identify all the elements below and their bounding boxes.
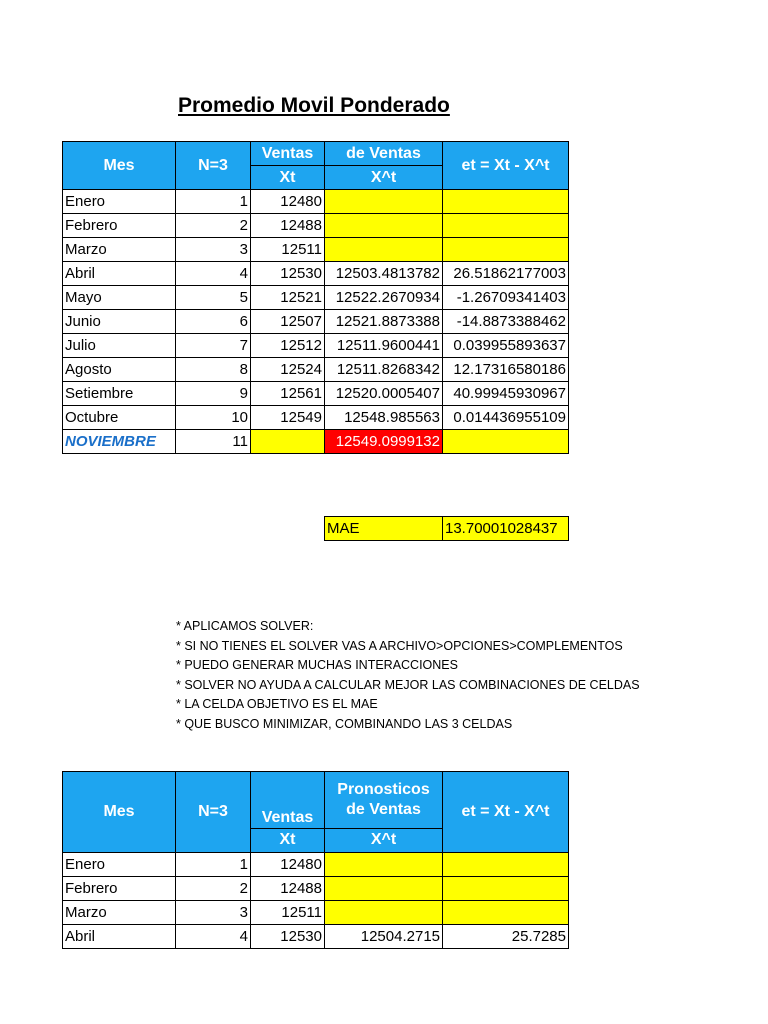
table-row [63,358,569,382]
cell-mes[interactable]: Mayo [63,286,176,310]
table-row-forecast [63,430,569,454]
cell-error[interactable] [443,214,569,238]
cell-error[interactable]: 12.17316580186 [443,358,569,382]
header-error[interactable]: et = Xt - X^t [443,772,569,853]
cell-mes[interactable]: Enero [63,190,176,214]
cell-xhat[interactable]: 12520.0005407 [325,382,443,406]
cell-error[interactable]: 25.7285 [443,925,569,949]
note-line: * PUEDO GENERAR MUCHAS INTERACCIONES [176,658,458,672]
cell-mes[interactable]: Enero [63,853,176,877]
cell-xt[interactable]: 12480 [251,853,325,877]
sheet-title: Promedio Movil Ponderado [178,94,450,117]
cell-xhat[interactable] [325,238,443,262]
note-line: * LA CELDA OBJETIVO ES EL MAE [176,697,378,711]
header-mes[interactable]: Mes [63,772,176,853]
cell-n[interactable]: 10 [176,406,251,430]
cell-mes[interactable]: Julio [63,334,176,358]
cell-xt[interactable]: 12549 [251,406,325,430]
cell-mes[interactable]: Marzo [63,238,176,262]
mae-value[interactable]: 13.70001028437 [443,517,569,541]
table-row [63,925,569,949]
solver-forecast-table [62,771,569,949]
header-xhat[interactable]: X^t [325,166,443,190]
header-xt[interactable]: Xt [251,166,325,190]
cell-xhat[interactable] [325,853,443,877]
note-line: * SOLVER NO AYUDA A CALCULAR MEJOR LAS COMBINACIONES DE CELDAS [176,677,640,692]
table-row [63,877,569,901]
cell-xhat[interactable]: 12522.2670934 [325,286,443,310]
cell-xt[interactable]: 12507 [251,310,325,334]
mae-table [324,516,569,541]
cell-error[interactable] [443,877,569,901]
cell-xhat[interactable]: 12511.9600441 [325,334,443,358]
cell-mes[interactable]: Octubre [63,406,176,430]
cell-n[interactable]: 1 [176,853,251,877]
weighted-moving-average-table [62,141,569,454]
cell-mes[interactable]: Febrero [63,877,176,901]
header-pronostico[interactable]: de Ventas [325,142,443,166]
table-row [63,238,569,262]
cell-xt[interactable]: 12488 [251,214,325,238]
cell-xhat[interactable] [325,190,443,214]
cell-xhat[interactable]: 12511.8268342 [325,358,443,382]
table-row [63,286,569,310]
header-mes[interactable]: Mes [63,142,176,190]
table-row [63,190,569,214]
cell-mes[interactable]: Marzo [63,901,176,925]
header-pronostico-line1: Pronosticos [337,780,430,798]
cell-error[interactable] [443,190,569,214]
table-row [63,382,569,406]
cell-n[interactable]: 2 [176,214,251,238]
cell-n[interactable]: 11 [176,430,251,454]
cell-n[interactable]: 4 [176,925,251,949]
header-pronostico-line2: de Ventas [346,800,421,818]
cell-xt[interactable]: 12524 [251,358,325,382]
cell-mes[interactable]: Abril [63,262,176,286]
cell-mes[interactable]: Abril [63,925,176,949]
cell-error[interactable] [443,901,569,925]
cell-xt[interactable] [251,430,325,454]
cell-xhat[interactable]: 12548.985563 [325,406,443,430]
cell-error[interactable] [443,430,569,454]
cell-xt[interactable]: 12561 [251,382,325,406]
table-row [63,214,569,238]
cell-xhat[interactable] [325,901,443,925]
cell-xt[interactable]: 12530 [251,262,325,286]
cell-n[interactable]: 7 [176,334,251,358]
table-row [63,406,569,430]
cell-xhat[interactable]: 12503.4813782 [325,262,443,286]
cell-error[interactable] [443,853,569,877]
note-line: * SI NO TIENES EL SOLVER VAS A ARCHIVO>OPCIONES>COMPLEMENTOS [176,638,623,653]
cell-xt[interactable]: 12511 [251,901,325,925]
cell-xhat-forecast[interactable]: 12549.0999132 [325,430,443,454]
cell-n[interactable]: 8 [176,358,251,382]
cell-xt[interactable]: 12480 [251,190,325,214]
mae-label[interactable]: MAE [325,517,443,541]
table-row [63,853,569,877]
cell-mes[interactable]: Setiembre [63,382,176,406]
header-n[interactable]: N=3 [176,142,251,190]
cell-n[interactable]: 2 [176,877,251,901]
cell-xt[interactable]: 12530 [251,925,325,949]
cell-error[interactable]: 0.039955893637 [443,334,569,358]
header-pronostico[interactable] [325,772,443,829]
solver-notes [176,617,640,734]
cell-error[interactable]: -14.8873388462 [443,310,569,334]
header-xhat[interactable]: X^t [325,828,443,852]
header-n[interactable]: N=3 [176,772,251,853]
cell-mes[interactable]: Agosto [63,358,176,382]
table-row [63,901,569,925]
note-line: * QUE BUSCO MINIMIZAR, COMBINANDO LAS 3 CELDAS [176,716,513,731]
cell-xt[interactable]: 12488 [251,877,325,901]
cell-xt[interactable]: 12511 [251,238,325,262]
cell-error[interactable] [443,238,569,262]
table-row [63,310,569,334]
cell-xhat[interactable]: 12504.2715 [325,925,443,949]
cell-n[interactable]: 4 [176,262,251,286]
header-ventas[interactable]: Ventas [251,142,325,166]
cell-n[interactable]: 3 [176,901,251,925]
header-ventas[interactable]: Ventas [251,772,325,829]
table-row [63,334,569,358]
cell-n[interactable]: 3 [176,238,251,262]
cell-xhat[interactable] [325,877,443,901]
cell-n[interactable]: 5 [176,286,251,310]
table-row [63,262,569,286]
cell-error[interactable]: 0.014436955109 [443,406,569,430]
cell-xt[interactable]: 12521 [251,286,325,310]
cell-mes[interactable]: Junio [63,310,176,334]
cell-error[interactable]: 40.99945930967 [443,382,569,406]
cell-n[interactable]: 1 [176,190,251,214]
cell-xt[interactable]: 12512 [251,334,325,358]
cell-xhat[interactable] [325,214,443,238]
cell-mes[interactable]: Febrero [63,214,176,238]
cell-error[interactable]: -1.26709341403 [443,286,569,310]
cell-error[interactable]: 26.51862177003 [443,262,569,286]
note-line: * APLICAMOS SOLVER: [176,619,314,633]
cell-xhat[interactable]: 12521.8873388 [325,310,443,334]
cell-n[interactable]: 6 [176,310,251,334]
header-error[interactable]: et = Xt - X^t [443,142,569,190]
cell-n[interactable]: 9 [176,382,251,406]
header-xt[interactable]: Xt [251,828,325,852]
cell-mes-forecast[interactable]: NOVIEMBRE [63,430,176,454]
